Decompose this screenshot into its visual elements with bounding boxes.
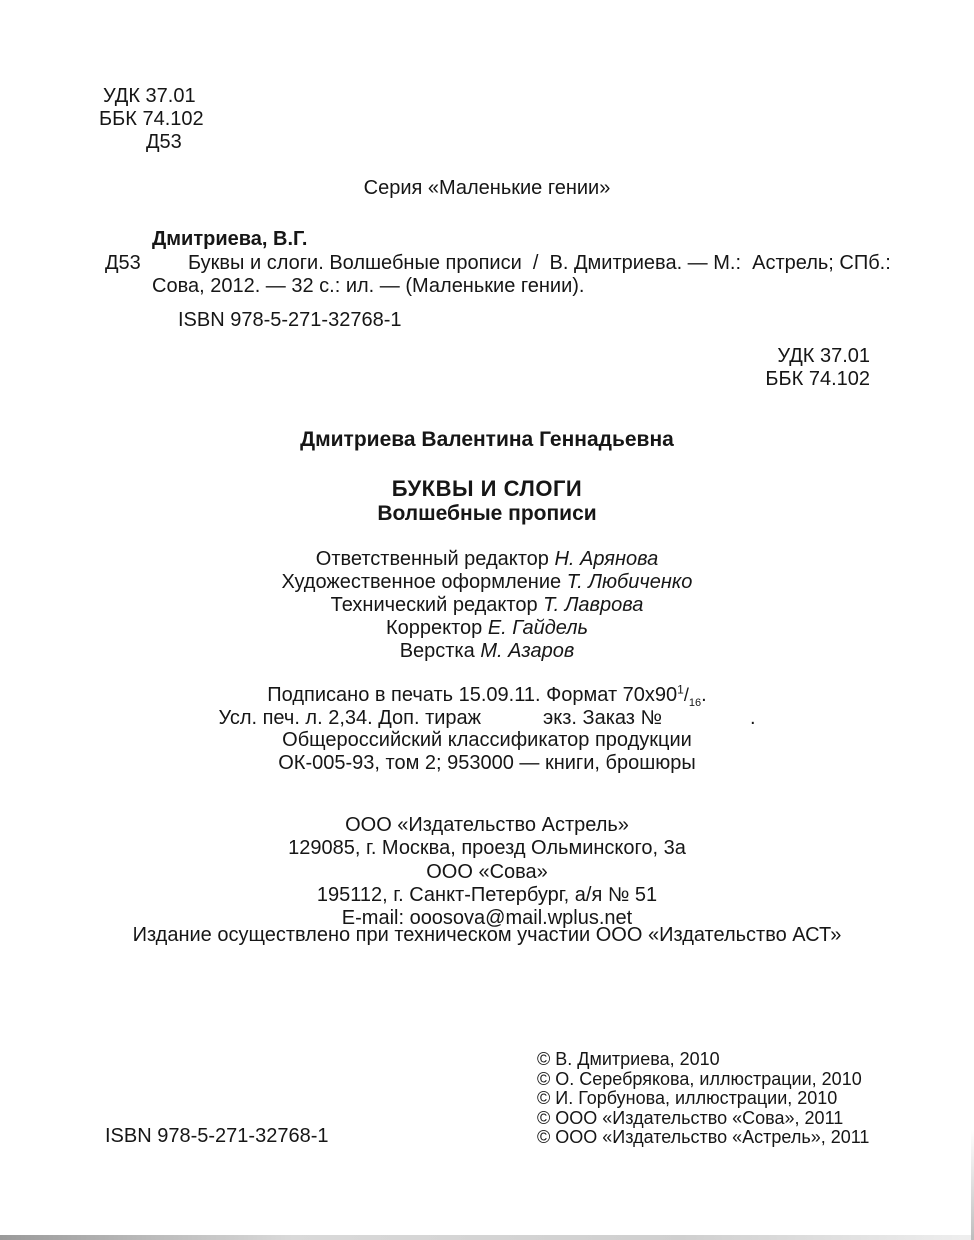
top-udk-code [103,85,196,108]
series-line [0,177,974,200]
ast-participation-note: Издание осуществлено при техническом участии ООО «Издательство АСТ» [132,924,842,946]
copyright-illustrator-1: © О. Серебрякова, иллюстрации, 2010 [537,1068,862,1089]
staff-tech-editor: Технический редактор Т. Лаврова [330,594,644,616]
citation-line-1: Буквы и слоги. Волшебные прописи / В. Дмитриева. — М.: Астрель; СПб.: [188,252,891,274]
citation-code: Д53 [105,252,141,274]
classifier-line-1: Общероссийский классификатор продукции [282,729,692,751]
print-line-2: Усл. печ. л. 2,34. Доп. тираж экз. Заказ № . [218,707,756,729]
copyright-list [537,1050,869,1148]
copyright-astrel: © ООО «Издательство «Астрель», 2011 [537,1127,870,1147]
bottom-isbn: ISBN 978-5-271-32768-1 [105,1125,329,1147]
book-title: БУКВЫ И СЛОГИ [391,476,583,501]
staff-editor: Ответственный редактор Н. Арянова [315,548,659,570]
citation-isbn: ISBN 978-5-271-32768-1 [178,309,402,331]
print-line-1: Подписано в печать 15.09.11. Формат $70х90^1/_{16}$. [267,682,707,709]
citation-line-2: Сова, 2012. — 32 с.: ил. — (Маленькие гении). [152,275,585,297]
sova-address: 195112, г. Санкт-Петербург, а/я № 51 [316,884,658,906]
right-bbk: ББК 74.102 [765,368,870,390]
author-full-name: Дмитриева Валентина Геннадьевна [300,428,674,451]
staff-layout: Верстка М. Азаров [399,640,575,662]
top-d53-code [146,131,182,154]
staff-proofreader: Корректор Е. Гайдель [385,617,589,639]
right-codes [765,345,870,391]
right-udk: УДК 37.01 [777,345,870,367]
format-numerator: 1 [677,682,684,697]
copyright-author: © В. Дмитриева, 2010 [537,1049,720,1069]
book-subtitle: Волшебные прописи [377,502,597,525]
format-denominator: 16 [688,697,702,709]
format-slash: / [683,685,689,705]
astrel-address: 129085, г. Москва, проезд Ольминского, 3а [288,837,686,859]
publisher-astrel [0,814,974,860]
publisher-sova [0,861,974,930]
staff-art: Художественное оформление Т. Любиченко [281,571,693,593]
classifier-line-2: ОК-005-93, том 2; 953000 — книги, брошюры [278,752,696,774]
scan-edge-bottom [0,1235,974,1240]
top-bbk-code [99,108,204,131]
sova-name: ООО «Сова» [426,861,548,883]
copyright-illustrator-2: © И. Горбунова, иллюстрации, 2010 [537,1088,838,1108]
bbk-line: ББК 74.102 [99,108,204,130]
staff-credits [0,548,974,663]
series-text: Серия «Маленькие гении» [363,177,611,199]
print-info-block-1 [0,684,974,730]
citation-author: Дмитриева, В.Г. [152,228,308,250]
d53-line: Д53 [146,131,182,153]
sova-email: E-mail: ooosova@mail.wplus.net [341,907,633,929]
astrel-name: ООО «Издательство Астрель» [345,814,629,836]
copyright-sova: © ООО «Издательство «Сова», 2011 [537,1107,844,1128]
udk-line: УДК 37.01 [103,85,196,107]
print-info-block-2 [0,729,974,775]
